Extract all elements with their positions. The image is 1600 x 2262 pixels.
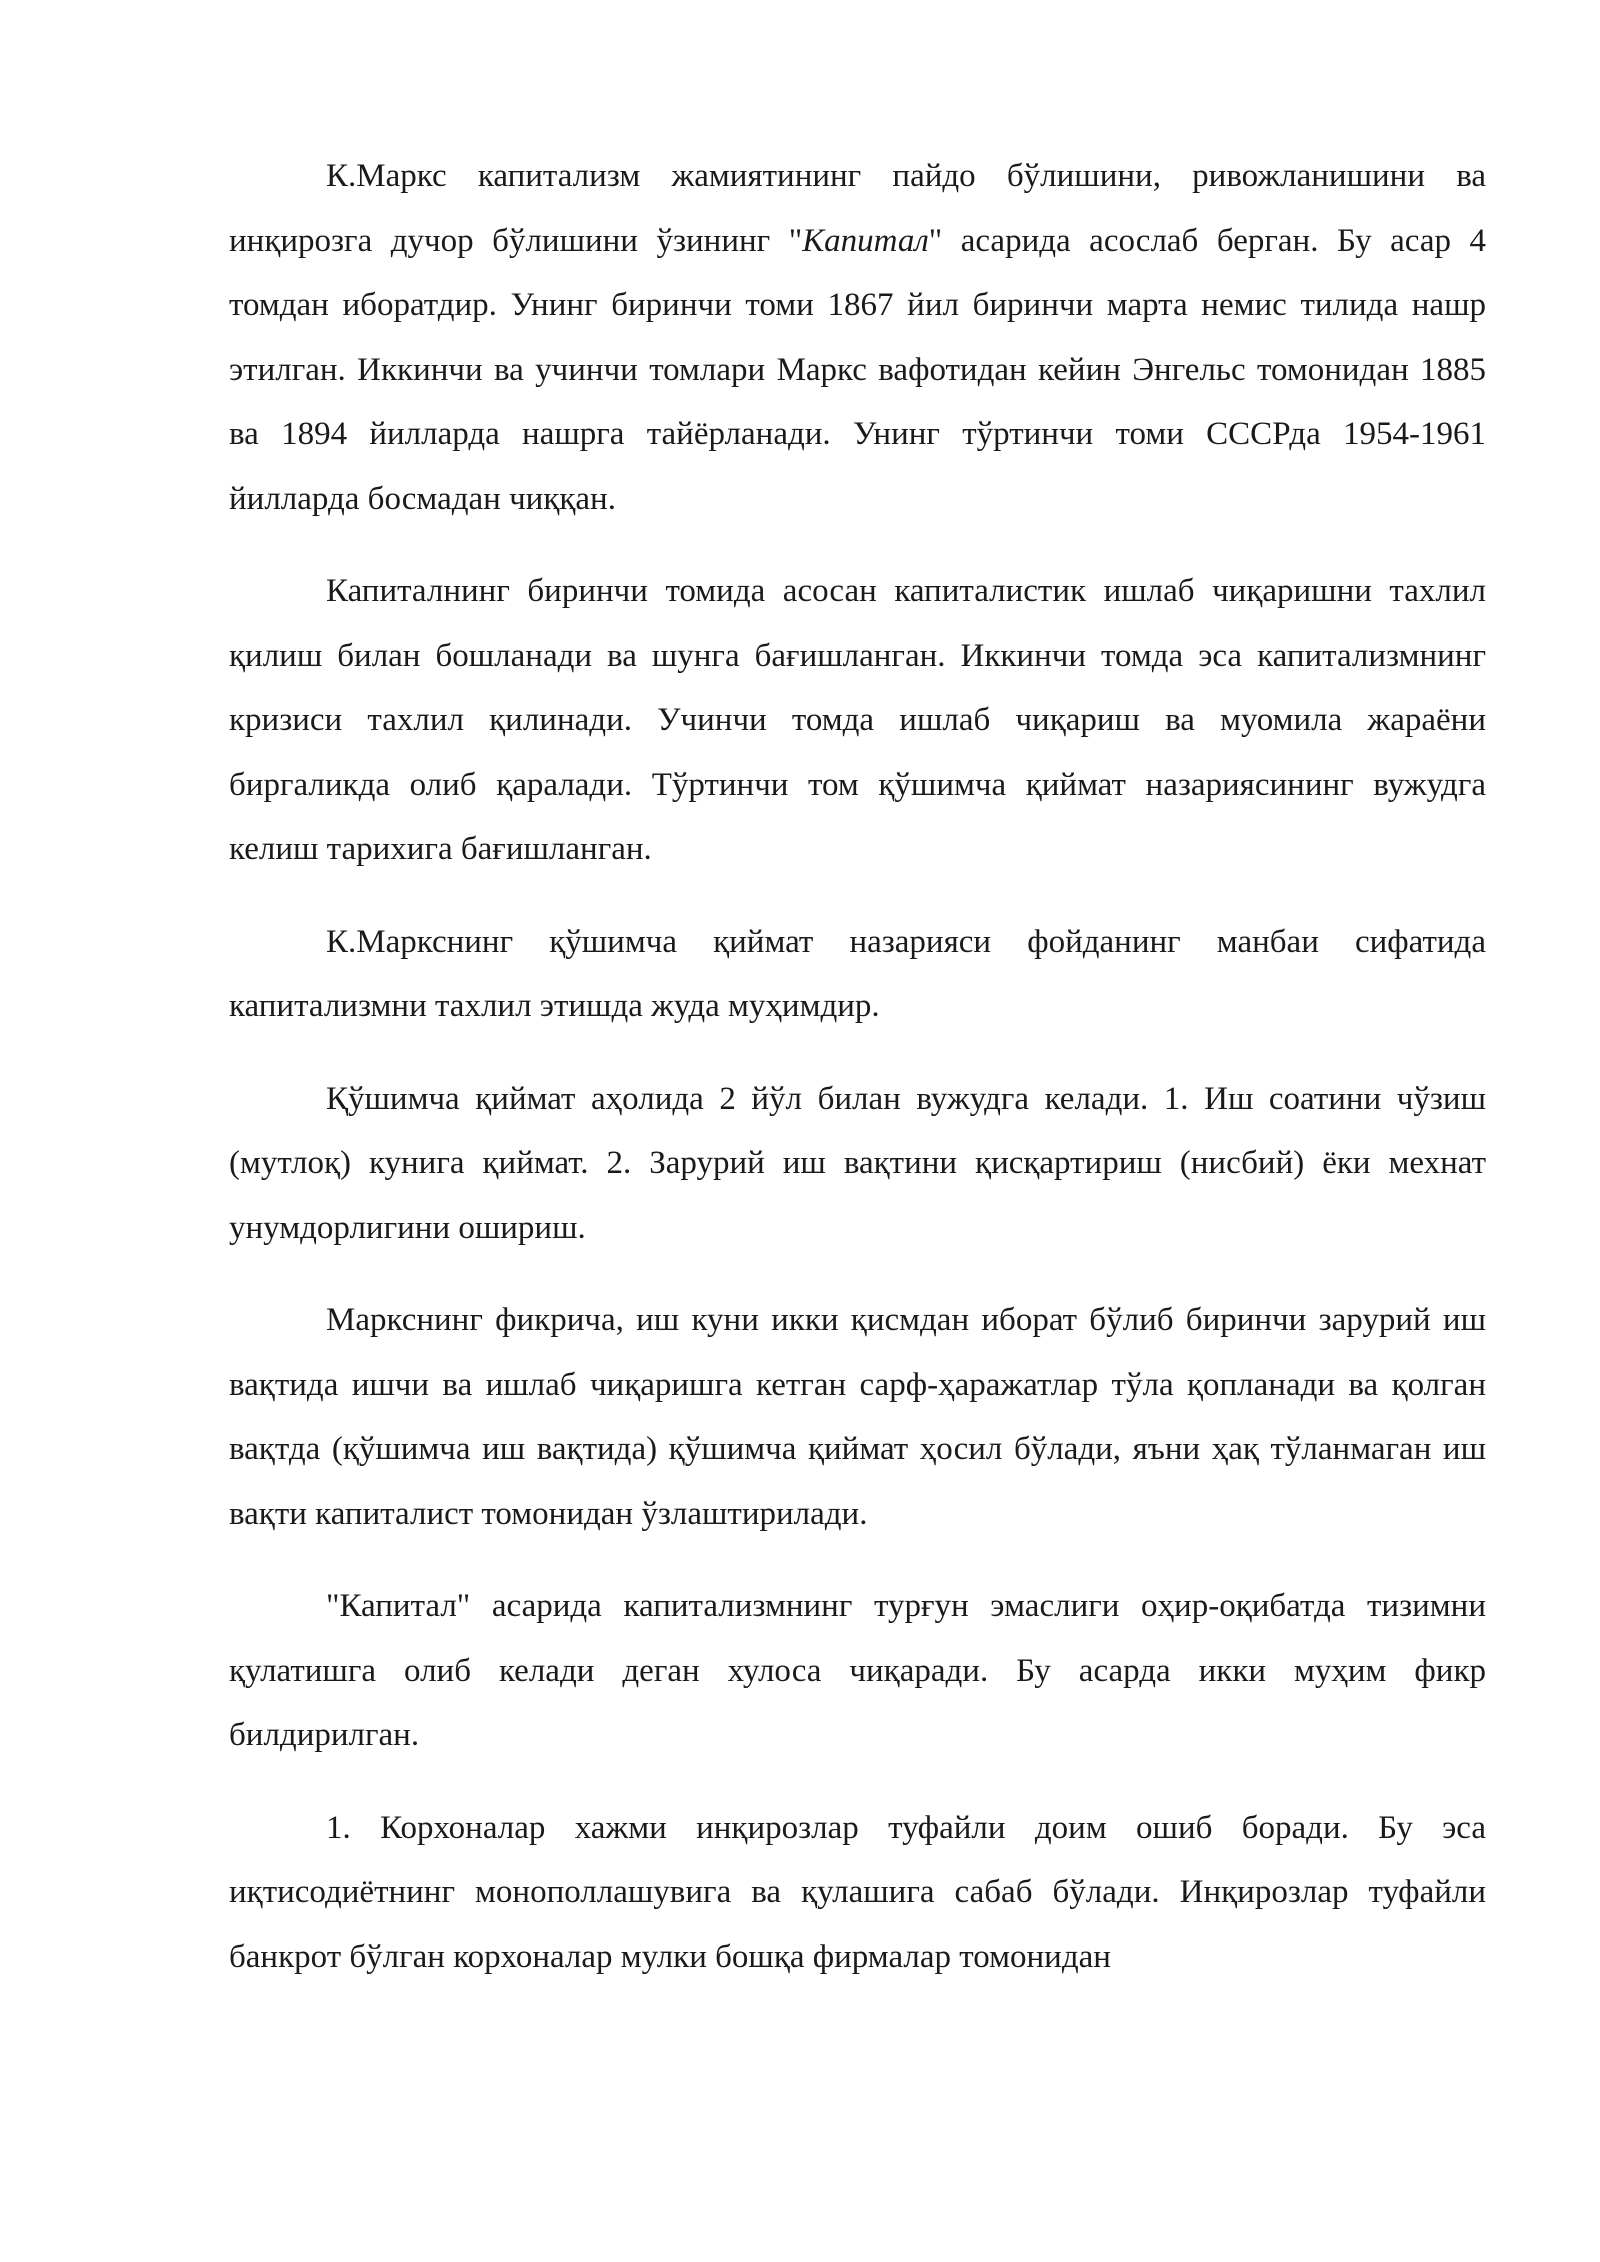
book-title-italic: Капитал	[802, 222, 929, 259]
paragraph-1-text-end: " асарида асослаб берган. Бу асар 4 томдан иборатдир. Унинг биринчи томи 1867 йил биринчи марта немис тилида нашр этилган. Иккинчи ва учинчи томлари Маркс вафотидан кейин Энгельс томонидан 1885 ва 1894 йилларда нашрга тайёрланади. Унинг тўртинчи томи СССРда 1954-1961 йилларда босмадан чиққан.	[229, 222, 1486, 517]
paragraph-6: "Капитал" асарида капитализмнинг турғун эмаслиги оҳир-оқибатда тизимни қулатишга олиб келади деган хулоса чиқаради. Бу асарда икки муҳим фикр билдирилган.	[229, 1588, 1486, 1753]
paragraph-4: Қўшимча қиймат аҳолида 2 йўл билан вужудга келади. 1. Иш соатини чўзиш (мутлоқ) кунига қиймат. 2. Зарурий иш вақтини қисқартириш (нисбий) ёки мехнат унумдорлигини ошириш.	[229, 1080, 1486, 1246]
document-page	[229, 144, 1486, 2017]
paragraph-5: Маркснинг фикрича, иш куни икки қисмдан иборат бўлиб биринчи зарурий иш вақтида ишчи ва ишлаб чиқаришга кетган сарф-ҳаражатлар тўла қопланади ва қолган вақтда (қўшимча иш вақтида) қўшимча қиймат ҳосил бўлади, яъни ҳақ тўланмаган иш вақти капиталист томонидан ўзлаштирилади.	[229, 1302, 1486, 1532]
paragraph-2: Капиталнинг биринчи томида асосан капиталистик ишлаб чиқаришни тахлил қилиш билан бошланади ва шунга бағишланган. Иккинчи томда эса капитализмнинг кризиси тахлил қилинади. Учинчи томда ишлаб чиқариш ва муомила жараёни биргаликда олиб қаралади. Тўртинчи том қўшимча қиймат назариясининг вужудга келиш тарихига бағишланган.	[229, 573, 1486, 867]
paragraph-3: К.Маркснинг қўшимча қиймат назарияси фойданинг манбаи сифатида капитализмни тахлил этишда жуда муҳимдир.	[229, 923, 1486, 1024]
paragraph-7: 1. Корхоналар хажми инқирозлар туфайли доим ошиб боради. Бу эса иқтисодиётнинг монополлашувига ва қулашига сабаб бўлади. Инқирозлар туфайли банкрот бўлган корхоналар мулки бошқа фирмалар томонидан	[229, 1809, 1486, 1975]
paragraph-1-text-start: К.Маркс капитализм жамиятининг пайдо бўлишини, ривожланишини ва инқирозга дучор бўлишини ўзининг "	[229, 158, 1486, 259]
paragraph-1	[229, 144, 1486, 531]
